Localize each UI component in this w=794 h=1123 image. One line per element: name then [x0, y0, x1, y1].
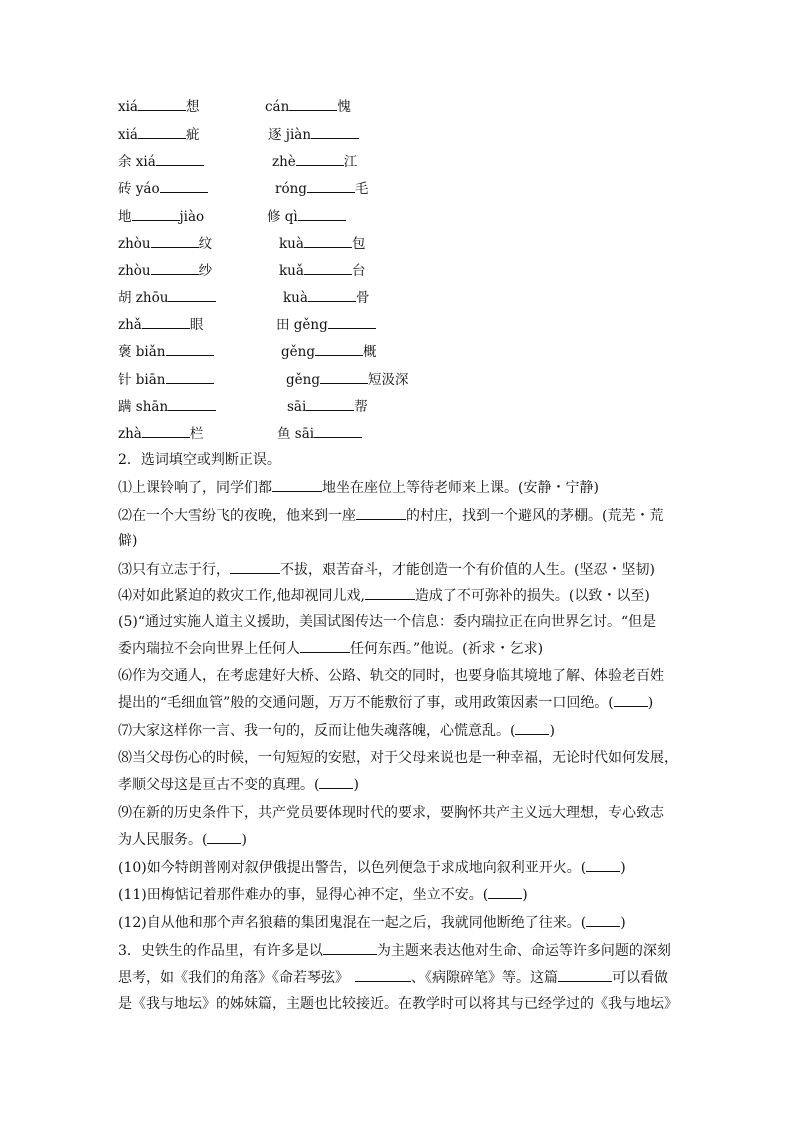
pinyin-prefix: gěng [281, 344, 315, 360]
question-2-6-cont: 提出的“毛细血管”般的交通问题，万万不能敷衍了事，或用政策因素一口回绝。( ) [118, 692, 653, 713]
pinyin-row [0, 260, 794, 282]
pinyin-row [0, 369, 794, 391]
answer-blank[interactable] [311, 124, 359, 139]
pinyin-item-left [118, 423, 203, 445]
pinyin-item-left [118, 396, 216, 418]
question-2-10: (10)如今特朗普刚对叙伊俄提出警告，以色列便急于求成地向叙利亚开火。( ) [118, 857, 626, 878]
question-2-11: (11)田梅惦记着那件难办的事，显得心神不定，坐立不安。( ) [118, 884, 528, 905]
pinyin-prefix: zhòu [118, 236, 151, 252]
question-2-8-cont: 孝顺父母这是亘古不变的真理。( ) [118, 774, 359, 795]
pinyin-prefix: 余 xiá [118, 154, 156, 170]
answer-blank[interactable] [142, 423, 190, 438]
pinyin-item-right [279, 260, 365, 282]
answer-blank[interactable] [328, 314, 376, 329]
answer-blank[interactable] [160, 178, 208, 193]
pinyin-item-left [118, 124, 199, 146]
answer-blank[interactable] [315, 341, 363, 356]
pinyin-prefix: cán [265, 99, 290, 115]
pinyin-suffix: 概 [362, 344, 377, 360]
pinyin-prefix: xiá [118, 99, 138, 115]
pinyin-suffix: 包 [351, 236, 366, 252]
pinyin-item-left [118, 314, 203, 336]
answer-blank[interactable] [314, 423, 362, 438]
pinyin-item-right [276, 314, 376, 336]
answer-blank[interactable] [166, 341, 214, 356]
pinyin-item-left [118, 151, 204, 173]
pinyin-suffix: 栏 [189, 426, 204, 442]
pinyin-suffix: 短汲深 [367, 372, 409, 388]
answer-blank[interactable] [355, 967, 411, 982]
question-2-4: ⑷对如此紧迫的救灾工作,他却视同儿戏, 造成了不可弥补的损失。(以致・以至) [118, 585, 650, 606]
pinyin-prefix: zhòu [118, 263, 151, 279]
pinyin-row [0, 287, 794, 309]
answer-blank[interactable] [168, 396, 216, 411]
pinyin-prefix: kuà [283, 290, 308, 306]
answer-blank[interactable] [304, 233, 352, 248]
question-2-1: ⑴上课铃响了，同学们都 地坐在座位上等待老师来上课。(安静・宁静) [118, 477, 599, 498]
pinyin-suffix: 愧 [337, 99, 351, 115]
question-2-7: ⑺大家这样你一言、我一句的，反而让他失魂落魄，心慌意乱。( ) [118, 720, 555, 741]
pinyin-item-left [118, 260, 212, 282]
question-2-5: (5)“通过实施人道主义援助，美国试图传达一个信息：委内瑞拉正在向世界乞讨。“但是 [118, 614, 657, 630]
pinyin-prefix: 砖 yáo [118, 181, 160, 197]
answer-blank[interactable] [307, 178, 355, 193]
pinyin-prefix: 蹒 shān [118, 399, 169, 415]
answer-blank[interactable] [298, 206, 346, 221]
pinyin-item-right [283, 287, 369, 309]
pinyin-prefix: 逐 jiàn [268, 127, 312, 143]
pinyin-suffix: 台 [351, 263, 366, 279]
pinyin-item-left [118, 341, 214, 363]
pinyin-suffix: 帮 [354, 399, 368, 415]
pinyin-row [0, 124, 794, 146]
judgement-blank[interactable] [586, 857, 620, 872]
answer-blank[interactable] [308, 287, 356, 302]
pinyin-row [0, 206, 794, 228]
question-2-12: (12)自从他和那个声名狼藉的集团鬼混在一起之后，我就同他断绝了往来。( ) [118, 912, 626, 933]
question-2-2-cont: 僻) [118, 533, 138, 549]
pinyin-item-right [281, 341, 376, 363]
answer-blank[interactable] [156, 151, 204, 166]
answer-blank[interactable] [272, 477, 322, 492]
pinyin-prefix: zhè [272, 154, 296, 170]
pinyin-suffix: 纱 [198, 263, 213, 279]
pinyin-item-right [268, 124, 359, 146]
pinyin-item-left [118, 96, 199, 118]
pinyin-row [0, 396, 794, 418]
pinyin-prefix: gěng [286, 372, 320, 388]
pinyin-suffix: 疵 [185, 127, 200, 143]
answer-blank[interactable] [132, 206, 180, 221]
answer-blank[interactable] [151, 233, 199, 248]
answer-blank[interactable] [230, 559, 280, 574]
judgement-blank[interactable] [515, 720, 549, 735]
pinyin-item-left [118, 287, 216, 309]
answer-blank[interactable] [289, 96, 337, 111]
pinyin-prefix: róng [275, 181, 307, 197]
judgement-blank[interactable] [614, 692, 648, 707]
pinyin-row [0, 314, 794, 336]
pinyin-item-right [279, 233, 365, 255]
pinyin-suffix: 毛 [354, 181, 369, 197]
question-2-9: ⑼在新的历史条件下，共产党员要体现时代的要求，要胸怀共产主义远大理想，专心致志 [118, 805, 664, 821]
pinyin-suffix: 想 [185, 99, 200, 115]
pinyin-item-left [118, 206, 204, 228]
pinyin-prefix: 鱼 sāi [277, 426, 315, 442]
answer-blank[interactable] [296, 151, 344, 166]
section3-line-1: 3．史铁生的作品里，有许多是以 为主题来表达他对生命、命运等许多问题的深刻 [118, 940, 671, 961]
pinyin-item-right [287, 396, 368, 418]
pinyin-prefix: xiá [118, 127, 138, 143]
answer-blank[interactable] [142, 314, 190, 329]
pinyin-prefix: 田 gěng [276, 317, 328, 333]
pinyin-row [0, 178, 794, 200]
answer-blank[interactable] [168, 287, 216, 302]
answer-blank[interactable] [320, 369, 368, 384]
answer-blank[interactable] [356, 505, 406, 520]
pinyin-prefix: kuà [279, 236, 304, 252]
pinyin-prefix: zhà [118, 426, 142, 442]
pinyin-prefix: sāi [287, 399, 307, 415]
question-2-3: ⑶只有立志于行， 不拔，艰苦奋斗，才能创造一个有价值的人生。(坚忍・坚韧) [118, 559, 655, 580]
question-2-9-cont: 为人民服务。( ) [118, 829, 247, 850]
question-2-2: ⑵在一个大雪纷飞的夜晚，他来到一座 的村庄，找到一个避风的茅棚。(荒芜・荒 [118, 505, 663, 526]
answer-blank[interactable] [151, 260, 199, 275]
answer-blank[interactable] [323, 940, 377, 955]
pinyin-prefix: 地 [118, 209, 132, 225]
answer-blank[interactable] [138, 96, 186, 111]
answer-blank[interactable] [306, 396, 354, 411]
pinyin-row [0, 96, 794, 118]
pinyin-prefix: 褒 biǎn [118, 344, 166, 360]
answer-blank[interactable] [300, 638, 350, 653]
answer-blank[interactable] [304, 260, 352, 275]
pinyin-item-right [265, 96, 351, 118]
pinyin-row [0, 233, 794, 255]
pinyin-item-left [118, 369, 214, 391]
pinyin-prefix: 针 biān [118, 372, 166, 388]
pinyin-prefix: 胡 zhōu [118, 290, 169, 306]
answer-blank[interactable] [558, 967, 612, 982]
judgement-blank[interactable] [488, 884, 522, 899]
pinyin-row [0, 341, 794, 363]
section2-heading: 2．选词填空或判断正误。 [118, 452, 281, 468]
pinyin-suffix: 骨 [355, 290, 370, 306]
pinyin-item-left [118, 178, 208, 200]
pinyin-item-right [286, 369, 408, 391]
pinyin-row [0, 151, 794, 173]
judgement-blank[interactable] [586, 912, 620, 927]
question-2-6: ⑹作为交通人，在考虑建好大桥、公路、轨交的同时，也要身临其境地了解、体验老百姓 [118, 668, 664, 684]
pinyin-suffix: jiào [179, 209, 205, 225]
pinyin-suffix: 纹 [198, 236, 213, 252]
pinyin-suffix: 眼 [189, 317, 204, 333]
answer-blank[interactable] [166, 369, 214, 384]
question-2-8: ⑻当父母伤心的时候，一句短短的安慰，对于父母来说也是一种幸福，无论时代如何发展， [118, 750, 678, 766]
pinyin-item-right [277, 423, 362, 445]
question-2-5-cont: 委内瑞拉不会向世界上任何人 任何东西。”他说。(祈求・乞求) [118, 638, 543, 659]
judgement-blank[interactable] [207, 829, 241, 844]
pinyin-prefix: kuǎ [279, 263, 304, 279]
pinyin-prefix: 修 qì [267, 209, 298, 225]
pinyin-item-right [267, 206, 346, 228]
pinyin-item-right [272, 151, 357, 173]
section3-line-3: 是《我与地坛》的姊妹篇，主题也比较接近。在教学时可以将其与已经学过的《我与地坛》 [118, 996, 678, 1012]
pinyin-row [0, 423, 794, 445]
judgement-blank[interactable] [319, 774, 353, 789]
answer-blank[interactable] [138, 124, 186, 139]
pinyin-item-right [275, 178, 368, 200]
answer-blank[interactable] [365, 585, 415, 600]
pinyin-suffix: 江 [343, 154, 358, 170]
pinyin-prefix: zhǎ [118, 317, 142, 333]
section3-line-2: 思考，如《我们的角落》《命若琴弦》 、《病隙碎笔》等。这篇 可以看做 [118, 967, 668, 988]
pinyin-item-left [118, 233, 212, 255]
